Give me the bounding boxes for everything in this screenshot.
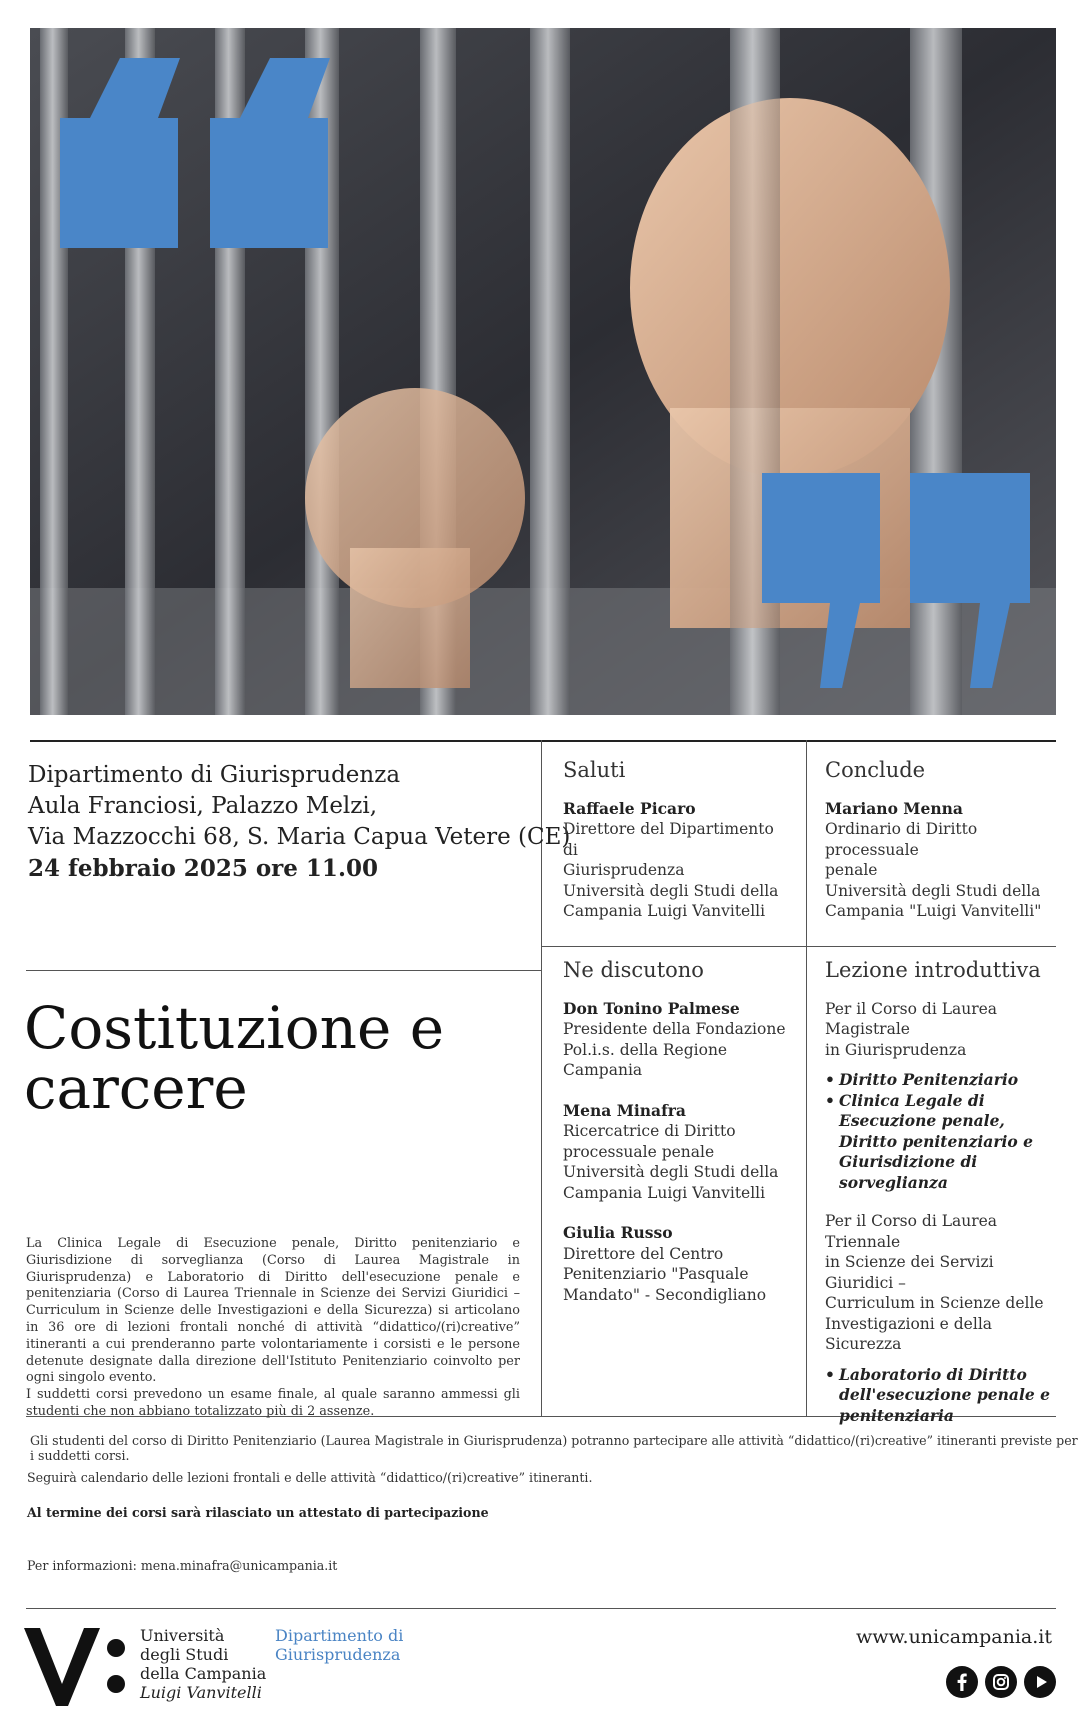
speaker-role: Campania Luigi Vanvitelli <box>563 902 766 920</box>
uni-line: Università <box>140 1626 225 1645</box>
discutono-heading: Ne discutono <box>563 958 704 982</box>
saluti-heading: Saluti <box>563 758 626 782</box>
speaker <box>563 999 798 1081</box>
course-item: • Laboratorio di Diritto dell'esecuzione penale e penitenziaria <box>839 1365 1057 1427</box>
course-list <box>825 1070 1057 1193</box>
speaker-role: Ordinario di Diritto processuale <box>825 820 978 859</box>
speaker-name: Raffaele Picaro <box>563 798 696 818</box>
course-intro: Investigazioni e della Sicurezza <box>825 1314 993 1353</box>
speaker <box>563 1223 798 1305</box>
uni-line: della Campania <box>140 1664 267 1683</box>
speaker-role: Università degli Studi della <box>563 1163 779 1181</box>
speaker-role: Ricercatrice di Diritto <box>563 1122 736 1140</box>
speaker-name: Giulia Russo <box>563 1223 673 1242</box>
university-name <box>140 1626 266 1702</box>
course-list <box>825 1365 1057 1427</box>
speaker-role: Università degli Studi della <box>563 881 779 900</box>
left-mid-divider <box>26 970 541 971</box>
dept-line: Dipartimento di <box>275 1626 404 1645</box>
speaker-role: Campania Luigi Vanvitelli <box>563 1183 766 1202</box>
speaker-name: Mena Minafra <box>563 1100 686 1120</box>
course-intro: in Giurisprudenza <box>825 1040 967 1059</box>
department-name <box>275 1626 403 1664</box>
speaker-role: Università degli Studi della <box>825 881 1041 900</box>
event-date: 24 febbraio 2025 ore 11.00 <box>28 855 378 882</box>
venue-line-1: Dipartimento di Giurisprudenza <box>28 762 401 788</box>
youtube-icon[interactable] <box>1024 1666 1056 1698</box>
conclude-section <box>825 760 1055 922</box>
footer-note-3: Al termine dei corsi sarà rilasciato un attestato di partecipazione <box>27 1505 489 1520</box>
speaker-role: Direttore del Dipartimento di <box>563 820 774 859</box>
footer-note-1: Gli studenti del corso di Diritto Penitenziario (Laurea Magistrale in Giurisprudenza) potranno partecipare alle attività “didattico/(ri)creative” itineranti previste per i suddetti corsi. <box>30 1433 1078 1463</box>
prison-bars-image <box>30 28 1056 715</box>
title-line-1: Costituzione e <box>24 994 445 1062</box>
description-paragraph: I suddetti corsi prevedono un esame finale, al quale saranno ammessi gli studenti che non abbiano totalizzato più di 2 assenze. <box>26 1387 520 1419</box>
description-paragraph: La Clinica Legale di Esecuzione penale, Diritto penitenziario e Giurisdizione di sorveglianza (Corso di Laurea Magistrale in Giurisprudenza) e Laboratorio di Diritto dell'esecuzione penale e penitenziaria (Corso di Laurea Triennale in Scienze dei Servizi Giuridici – Curriculum in Scienze delle Investigazioni e della Sicurezza) si articolano in 36 ore di lezioni frontali nonché di attività “didattico/(ri)creative” itineranti a cui prenderanno parte volontariamente i corsisti e le persone detenute designate dalla direzione dell'Istituto Penitenziario coinvolto per ogni singolo evento. <box>26 1236 520 1386</box>
footer-divider <box>26 1608 1056 1609</box>
instagram-icon[interactable] <box>985 1666 1017 1698</box>
facebook-icon[interactable] <box>946 1666 978 1698</box>
website-link[interactable]: www.unicampania.it <box>856 1626 1052 1648</box>
dept-line: Giurisprudenza <box>275 1645 401 1664</box>
speaker-role: Penitenziario "Pasquale <box>563 1265 749 1283</box>
speaker-role: Direttore del Centro <box>563 1244 724 1263</box>
speaker-role: processuale penale <box>563 1142 715 1161</box>
university-logo <box>24 1628 129 1710</box>
uni-line: Luigi Vanvitelli <box>140 1683 262 1702</box>
course-intro: in Scienze dei Servizi Giuridici – <box>825 1253 994 1292</box>
course-item: • Clinica Legale di Esecuzione penale, Diritto penitenziario e Giurisdizione di sorveglianza <box>839 1091 1057 1194</box>
speaker-role: penale <box>825 861 878 879</box>
hero-photo <box>30 28 1056 715</box>
speaker-role: Presidente della Fondazione <box>563 1020 786 1038</box>
right-mid-divider <box>541 946 1056 947</box>
top-divider <box>30 740 1056 742</box>
speaker-role: Giurisprudenza <box>563 861 685 879</box>
title-line-2: carcere <box>24 1054 248 1122</box>
speaker-role: Campania "Luigi Vanvitelli" <box>825 902 1042 920</box>
venue-line-3: Via Mazzocchi 68, S. Maria Capua Vetere (CE) <box>28 824 571 850</box>
venue-line-2: Aula Franciosi, Palazzo Melzi, <box>28 793 378 819</box>
saluti-section <box>563 760 793 922</box>
speaker-name: Mariano Menna <box>825 798 963 818</box>
vanvitelli-logo-icon <box>24 1628 129 1706</box>
column-divider-2 <box>806 740 807 1417</box>
venue-info <box>28 760 570 884</box>
course-intro: Per il Corso di Laurea Triennale <box>825 1212 998 1251</box>
course-description <box>26 1236 520 1421</box>
course-intro: Per il Corso di Laurea Magistrale <box>825 999 998 1038</box>
course-item: • Diritto Penitenziario <box>839 1070 1057 1091</box>
footer-note-2: Seguirà calendario delle lezioni frontali e delle attività “didattico/(ri)creative” itineranti. <box>27 1470 593 1485</box>
discutono-section <box>563 960 798 1325</box>
uni-line: degli Studi <box>140 1645 229 1664</box>
speaker-role: Pol.i.s. della Regione Campania <box>563 1040 728 1079</box>
course-intro: Curriculum in Scienze delle <box>825 1294 1044 1312</box>
contact-info: Per informazioni: mena.minafra@unicampania.it <box>27 1558 338 1573</box>
speaker-role: Mandato" - Secondigliano <box>563 1285 767 1304</box>
conclude-heading: Conclude <box>825 758 926 782</box>
event-title <box>24 994 445 1122</box>
lezione-heading: Lezione introduttiva <box>825 958 1041 982</box>
speaker <box>563 1101 798 1204</box>
speaker-name: Don Tonino Palmese <box>563 998 740 1018</box>
lezione-section <box>825 960 1057 1444</box>
